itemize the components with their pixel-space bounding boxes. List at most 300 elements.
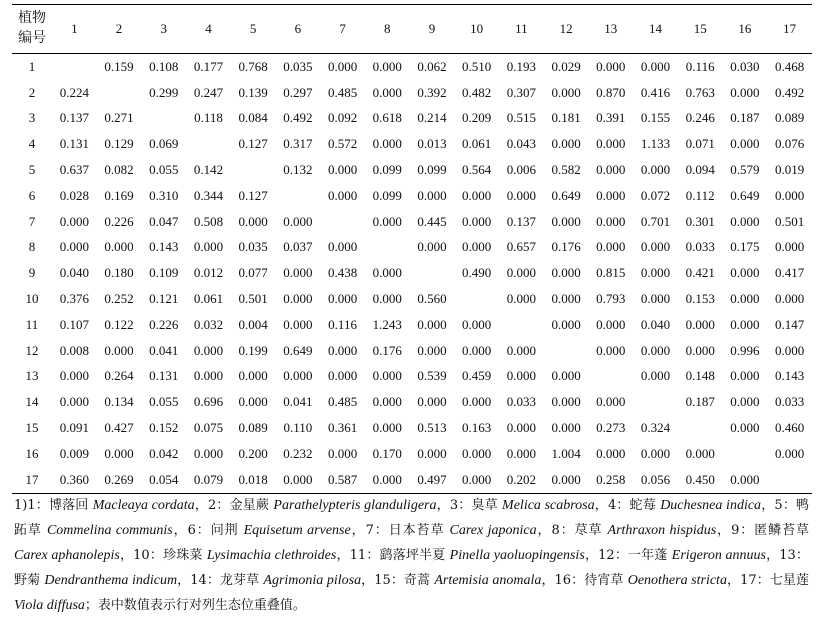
table-cell [52, 54, 97, 80]
table-cell: 0.000 [730, 84, 760, 100]
table-cell: 0.000 [327, 58, 358, 74]
row-header: 5 [28, 162, 36, 178]
table-cell: 0.000 [327, 445, 358, 461]
table-cell: 0.200 [238, 445, 268, 461]
niche-overlap-table [12, 4, 812, 494]
table-cell: 0.539 [417, 368, 447, 384]
table-cell: 0.000 [417, 187, 447, 203]
table-cell: 0.501 [775, 213, 805, 229]
table-cell: 0.043 [506, 136, 536, 152]
table-cell: 0.000 [238, 213, 268, 229]
table-cell: 0.246 [685, 110, 715, 126]
table-cell: 0.079 [186, 467, 231, 493]
table-cell [97, 80, 142, 106]
table-cell: 0.000 [551, 136, 581, 152]
table-cell: 0.009 [59, 445, 89, 461]
table-cell: 0.155 [640, 110, 671, 126]
species-latin-name: Erigeron annuus [671, 548, 766, 563]
table-cell: 0.040 [640, 316, 671, 332]
table-cell: 0.181 [551, 110, 581, 126]
table-cell: 0.122 [104, 316, 134, 332]
table-cell: 0.226 [149, 316, 179, 332]
table-cell: 0.000 [730, 136, 760, 152]
table-cell: 0.139 [238, 84, 268, 100]
table-cell: 0.084 [238, 110, 268, 126]
footnote-text: ，2：金星蕨 [194, 498, 274, 513]
table-cell: 0.153 [685, 291, 715, 307]
table-cell: 0.297 [283, 84, 313, 100]
table-cell: 0.209 [462, 110, 492, 126]
table-cell: 0.018 [231, 467, 276, 493]
table-cell: 0.000 [775, 239, 805, 255]
table-cell: 0.000 [417, 239, 447, 255]
table-cell [231, 157, 276, 183]
species-latin-name: Parathelypteris glanduligera [273, 498, 437, 513]
table-cell: 0.163 [462, 420, 492, 436]
table-cell: 0.000 [640, 291, 671, 307]
table-cell: 0.000 [59, 394, 89, 410]
table-cell: 0.392 [417, 84, 447, 100]
table-cell: 0.508 [193, 213, 224, 229]
table-cell: 0.000 [685, 342, 715, 358]
table-cell: 0.000 [640, 342, 671, 358]
table-cell: 0.099 [372, 162, 402, 178]
column-header: 1 [52, 5, 97, 54]
table-cell: 0.768 [238, 58, 268, 74]
table-cell: 0.132 [283, 162, 313, 178]
table-cell: 0.000 [417, 342, 447, 358]
table-cell: 0.258 [588, 467, 633, 493]
footnote-text: ，5：鸭跖草 [14, 498, 809, 538]
table-row [12, 338, 812, 364]
table-cell: 0.582 [551, 162, 581, 178]
table-cell: 0.033 [775, 394, 805, 410]
table-cell: 0.000 [59, 239, 89, 255]
footnote-text: ；表中数值表示行对列生态位重叠值。 [84, 598, 306, 613]
table-cell: 0.099 [417, 162, 447, 178]
table-cell: 0.000 [730, 368, 760, 384]
table-cell: 0.649 [283, 342, 313, 358]
table-cell: 0.649 [730, 187, 760, 203]
table-cell: 0.000 [506, 368, 536, 384]
table-cell: 0.560 [417, 291, 447, 307]
table-cell: 0.054 [141, 467, 186, 493]
table-cell: 0.131 [59, 136, 89, 152]
species-latin-name: Dendranthema indicum [44, 573, 178, 588]
table-cell: 0.000 [462, 187, 492, 203]
table-cell: 0.075 [193, 420, 224, 436]
table-cell: 0.000 [462, 342, 492, 358]
table-cell: 0.000 [596, 162, 626, 178]
footnote-text: ，13：野菊 [14, 548, 809, 588]
table-cell: 0.137 [59, 110, 89, 126]
footnote-text: ，4：蛇莓 [594, 498, 661, 513]
table-cell: 0.000 [417, 394, 447, 410]
table-cell: 0.564 [462, 162, 492, 178]
table-cell: 0.271 [104, 110, 134, 126]
row-header: 3 [28, 110, 36, 126]
footnote-text: ，15：奇蒿 [361, 573, 435, 588]
table-cell: 0.094 [685, 162, 715, 178]
table-cell: 0.252 [104, 291, 134, 307]
table-row [12, 286, 812, 312]
column-header: 3 [141, 5, 186, 54]
table-cell: 0.000 [551, 291, 581, 307]
table-cell: 0.510 [462, 58, 492, 74]
table-cell: 0.056 [633, 467, 678, 493]
column-header: 15 [678, 5, 723, 54]
table-cell: 0.000 [104, 239, 134, 255]
footnote-text: ，16：待宵草 [541, 573, 628, 588]
species-latin-name: Oenothera stricta [627, 573, 727, 588]
table-cell: 0.696 [193, 394, 224, 410]
table-cell: 0.000 [372, 84, 402, 100]
column-header: 6 [276, 5, 321, 54]
table-cell: 0.000 [596, 187, 626, 203]
table-cell: 0.815 [596, 265, 626, 281]
table-cell: 0.159 [104, 58, 134, 74]
table-cell: 0.513 [417, 420, 447, 436]
table-cell: 0.000 [730, 316, 760, 332]
table-cell: 0.000 [551, 84, 581, 100]
table-cell: 0.000 [193, 445, 224, 461]
table-cell: 0.035 [283, 58, 313, 74]
table-cell: 0.089 [775, 110, 805, 126]
table-cell: 0.460 [775, 420, 805, 436]
table-cell: 0.000 [59, 213, 89, 229]
column-header: 11 [499, 5, 544, 54]
table-cell: 0.108 [149, 58, 179, 74]
table-cell: 0.000 [193, 368, 224, 384]
table-cell: 0.515 [506, 110, 536, 126]
table-cell: 0.199 [238, 342, 268, 358]
row-header: 12 [25, 342, 39, 358]
species-latin-name: Lysimachia clethroides [206, 548, 337, 563]
table-cell: 0.269 [97, 467, 142, 493]
table-cell: 0.000 [454, 467, 499, 493]
table-cell: 0.177 [193, 58, 224, 74]
table-cell: 0.416 [640, 84, 671, 100]
table-row [12, 131, 812, 157]
row-header: 11 [25, 316, 39, 332]
table-cell: 0.000 [775, 445, 805, 461]
table-cell: 0.226 [104, 213, 134, 229]
footnote-text: 1)1：博落回 [14, 498, 93, 513]
table-cell: 0.000 [462, 394, 492, 410]
table-cell: 0.793 [596, 291, 626, 307]
table-cell: 0.148 [685, 368, 715, 384]
species-latin-name: Commelina communis [46, 523, 173, 538]
species-latin-name: Agrimonia pilosa [263, 573, 362, 588]
table-cell: 1.004 [551, 445, 581, 461]
table-cell: 0.092 [327, 110, 358, 126]
row-header: 9 [28, 265, 36, 281]
row-header: 8 [28, 239, 36, 255]
table-cell: 0.000 [372, 394, 402, 410]
table-cell: 0.000 [640, 265, 671, 281]
column-header: 12 [544, 5, 589, 54]
table-cell: 0.482 [462, 84, 492, 100]
table-cell: 0.000 [327, 162, 358, 178]
table-cell: 0.000 [596, 239, 626, 255]
table-cell: 0.029 [551, 58, 581, 74]
table-cell: 0.006 [506, 162, 536, 178]
table-cell: 0.000 [775, 291, 805, 307]
table-cell: 0.028 [59, 187, 89, 203]
table-cell: 0.041 [283, 394, 313, 410]
table-cell: 0.041 [149, 342, 179, 358]
corner-header [12, 5, 52, 54]
row-header: 6 [28, 187, 36, 203]
table-cell: 0.000 [372, 136, 402, 152]
table-cell: 0.000 [551, 368, 581, 384]
footnote-text: ，8：荩草 [536, 523, 608, 538]
table-cell: 0.076 [775, 136, 805, 152]
table-cell: 0.061 [462, 136, 492, 152]
row-header: 14 [25, 394, 39, 410]
table-cell: 0.000 [730, 265, 760, 281]
table-cell: 0.000 [640, 368, 671, 384]
table-row [12, 183, 812, 209]
table-cell: 0.000 [327, 342, 358, 358]
table-cell: 0.143 [149, 239, 179, 255]
table-cell: 0.310 [149, 187, 179, 203]
table-cell: 0.069 [149, 136, 179, 152]
table-cell: 0.000 [59, 368, 89, 384]
column-header: 7 [320, 5, 365, 54]
table-cell: 0.232 [283, 445, 313, 461]
species-latin-name: Arthraxon hispidus [607, 523, 717, 538]
table-cell: 0.110 [283, 420, 313, 436]
table-row [12, 209, 812, 235]
column-header: 8 [365, 5, 410, 54]
table-cell: 0.000 [327, 239, 358, 255]
table-cell: 0.008 [59, 342, 89, 358]
table-cell: 0.000 [372, 265, 402, 281]
table-cell: 0.033 [506, 394, 536, 410]
table-cell: 0.072 [640, 187, 671, 203]
table-cell: 0.000 [327, 291, 358, 307]
table-cell: 0.055 [149, 394, 179, 410]
table-cell [410, 260, 455, 286]
table-cell: 0.127 [238, 136, 268, 152]
species-latin-name: Duchesnea indica [660, 498, 762, 513]
table-cell: 0.047 [149, 213, 179, 229]
table-cell: 0.137 [506, 213, 536, 229]
table-cell: 0.019 [775, 162, 805, 178]
table-cell: 0.143 [775, 368, 805, 384]
table-cell [544, 338, 589, 364]
table-cell: 0.000 [730, 213, 760, 229]
column-header: 2 [97, 5, 142, 54]
footnote-text: ，11：鹞落坪半夏 [336, 548, 450, 563]
table-cell: 0.000 [283, 291, 313, 307]
column-header: 16 [723, 5, 768, 54]
table-cell [588, 364, 633, 390]
table-cell [276, 183, 321, 209]
footnote-text: ，7：日本苔草 [350, 523, 450, 538]
table-cell: 0.082 [104, 162, 134, 178]
column-header: 9 [410, 5, 455, 54]
table-cell: 0.000 [462, 316, 492, 332]
table-cell: 0.000 [551, 420, 581, 436]
table-cell: 0.701 [640, 213, 671, 229]
table-cell: 0.000 [283, 368, 313, 384]
table-cell: 0.000 [327, 187, 358, 203]
table-cell: 0.391 [596, 110, 626, 126]
column-header: 13 [588, 5, 633, 54]
table-cell: 0.000 [506, 187, 536, 203]
table-cell: 0.000 [685, 316, 715, 332]
row-header: 15 [25, 420, 39, 436]
table-cell: 0.012 [193, 265, 224, 281]
table-cell: 0.301 [685, 213, 715, 229]
table-cell: 0.000 [544, 467, 589, 493]
table-cell: 0.089 [238, 420, 268, 436]
table-cell: 0.077 [238, 265, 268, 281]
column-header: 17 [767, 5, 812, 54]
table-cell: 0.376 [59, 291, 89, 307]
row-header: 4 [28, 136, 36, 152]
table-cell: 0.445 [417, 213, 447, 229]
table-cell: 0.317 [283, 136, 313, 152]
table-cell [499, 312, 544, 338]
species-latin-name: Carex japonica [449, 523, 537, 538]
table-cell: 0.127 [238, 187, 268, 203]
table-row [12, 415, 812, 441]
table-cell: 0.000 [640, 58, 671, 74]
table-cell: 0.501 [238, 291, 268, 307]
table-cell [365, 235, 410, 261]
table-cell: 0.062 [417, 58, 447, 74]
table-cell: 0.000 [104, 445, 134, 461]
table-cell: 0.176 [372, 342, 402, 358]
table-cell: 0.000 [276, 467, 321, 493]
table-cell: 0.000 [193, 239, 224, 255]
table-cell: 0.000 [730, 394, 760, 410]
table-row [12, 106, 812, 132]
table-cell: 0.118 [194, 110, 223, 126]
species-latin-name: Melica scabrosa [502, 498, 595, 513]
column-header: 14 [633, 5, 678, 54]
table-cell: 1.243 [372, 316, 402, 332]
table-cell: 0.169 [104, 187, 134, 203]
table-cell: 0.187 [730, 110, 760, 126]
table-cell: 0.000 [372, 291, 402, 307]
column-header: 4 [186, 5, 231, 54]
table-cell: 0.116 [328, 316, 357, 332]
table-cell: 0.030 [730, 58, 760, 74]
table-row [12, 157, 812, 183]
table-header-row [12, 5, 812, 54]
table-cell: 0.000 [596, 58, 626, 74]
table-cell: 0.438 [327, 265, 358, 281]
species-latin-name: Macleaya cordata [92, 498, 195, 513]
table-cell: 0.000 [462, 213, 492, 229]
table-cell [633, 389, 678, 415]
table-cell: 0.224 [59, 84, 89, 100]
table-cell: 0.587 [320, 467, 365, 493]
row-header: 16 [25, 445, 39, 461]
table-cell: 0.572 [327, 136, 358, 152]
species-latin-name: Artemisia anomala [434, 573, 542, 588]
table-cell: 0.000 [506, 342, 536, 358]
table-cell: 0.657 [506, 239, 536, 255]
table-cell: 0.013 [417, 136, 447, 152]
table-cell: 0.492 [283, 110, 313, 126]
table-cell: 0.468 [775, 58, 805, 74]
table-cell: 0.000 [283, 213, 313, 229]
table-cell: 0.000 [506, 265, 536, 281]
table-row [12, 312, 812, 338]
column-header: 10 [454, 5, 499, 54]
table-cell: 0.264 [104, 368, 134, 384]
table-cell: 0.000 [417, 316, 447, 332]
table-cell [767, 467, 812, 493]
table-cell: 0.000 [327, 368, 358, 384]
table-cell: 0.035 [238, 239, 268, 255]
table-cell: 0.000 [417, 445, 447, 461]
table-cell: 0.000 [462, 239, 492, 255]
table-cell: 0.490 [462, 265, 492, 281]
table-cell: 0.324 [640, 420, 671, 436]
table-row [12, 54, 812, 80]
table-cell: 0.000 [372, 213, 402, 229]
species-latin-name: Pinella yaoluopingensis [449, 548, 585, 563]
table-cell [678, 415, 723, 441]
footnote-text: ，9：匿鳞苔草 [716, 523, 810, 538]
table-cell: 0.202 [499, 467, 544, 493]
table-cell: 0.131 [149, 368, 179, 384]
table-cell: 0.273 [596, 420, 626, 436]
table-cell: 0.996 [730, 342, 760, 358]
footnote-text: ，6：问荆 [172, 523, 244, 538]
table-cell: 0.000 [506, 291, 536, 307]
table-cell: 0.459 [462, 368, 492, 384]
footnote-text: ，12：一年蓬 [584, 548, 672, 563]
table-cell: 0.000 [372, 420, 402, 436]
row-header: 10 [25, 291, 39, 307]
table-cell: 0.000 [775, 187, 805, 203]
table-cell: 0.000 [596, 394, 626, 410]
table-cell: 0.000 [640, 445, 671, 461]
table-cell: 0.307 [506, 84, 536, 100]
table-cell: 0.000 [596, 136, 626, 152]
table-cell: 0.450 [678, 467, 723, 493]
table-cell: 0.000 [283, 316, 313, 332]
table-cell: 0.134 [104, 394, 134, 410]
table-row [12, 441, 812, 467]
table-cell: 0.193 [506, 58, 536, 74]
species-latin-name: Carex aphanolepis [14, 548, 120, 563]
table-cell: 0.112 [685, 187, 715, 203]
table-cell: 0.000 [462, 445, 492, 461]
table-cell: 0.032 [193, 316, 224, 332]
table-cell: 0.129 [104, 136, 134, 152]
species-latin-name: Equisetum arvense [243, 523, 351, 538]
table-cell: 0.175 [730, 239, 760, 255]
table-cell [141, 106, 186, 132]
row-header: 17 [12, 467, 52, 493]
table-cell: 0.042 [149, 445, 179, 461]
table-cell [320, 209, 365, 235]
table-cell: 0.000 [551, 316, 581, 332]
table-cell: 0.142 [193, 162, 224, 178]
table-cell: 0.000 [596, 342, 626, 358]
table-cell: 0.000 [283, 265, 313, 281]
table-cell: 0.497 [410, 467, 455, 493]
table-cell: 0.176 [551, 239, 581, 255]
